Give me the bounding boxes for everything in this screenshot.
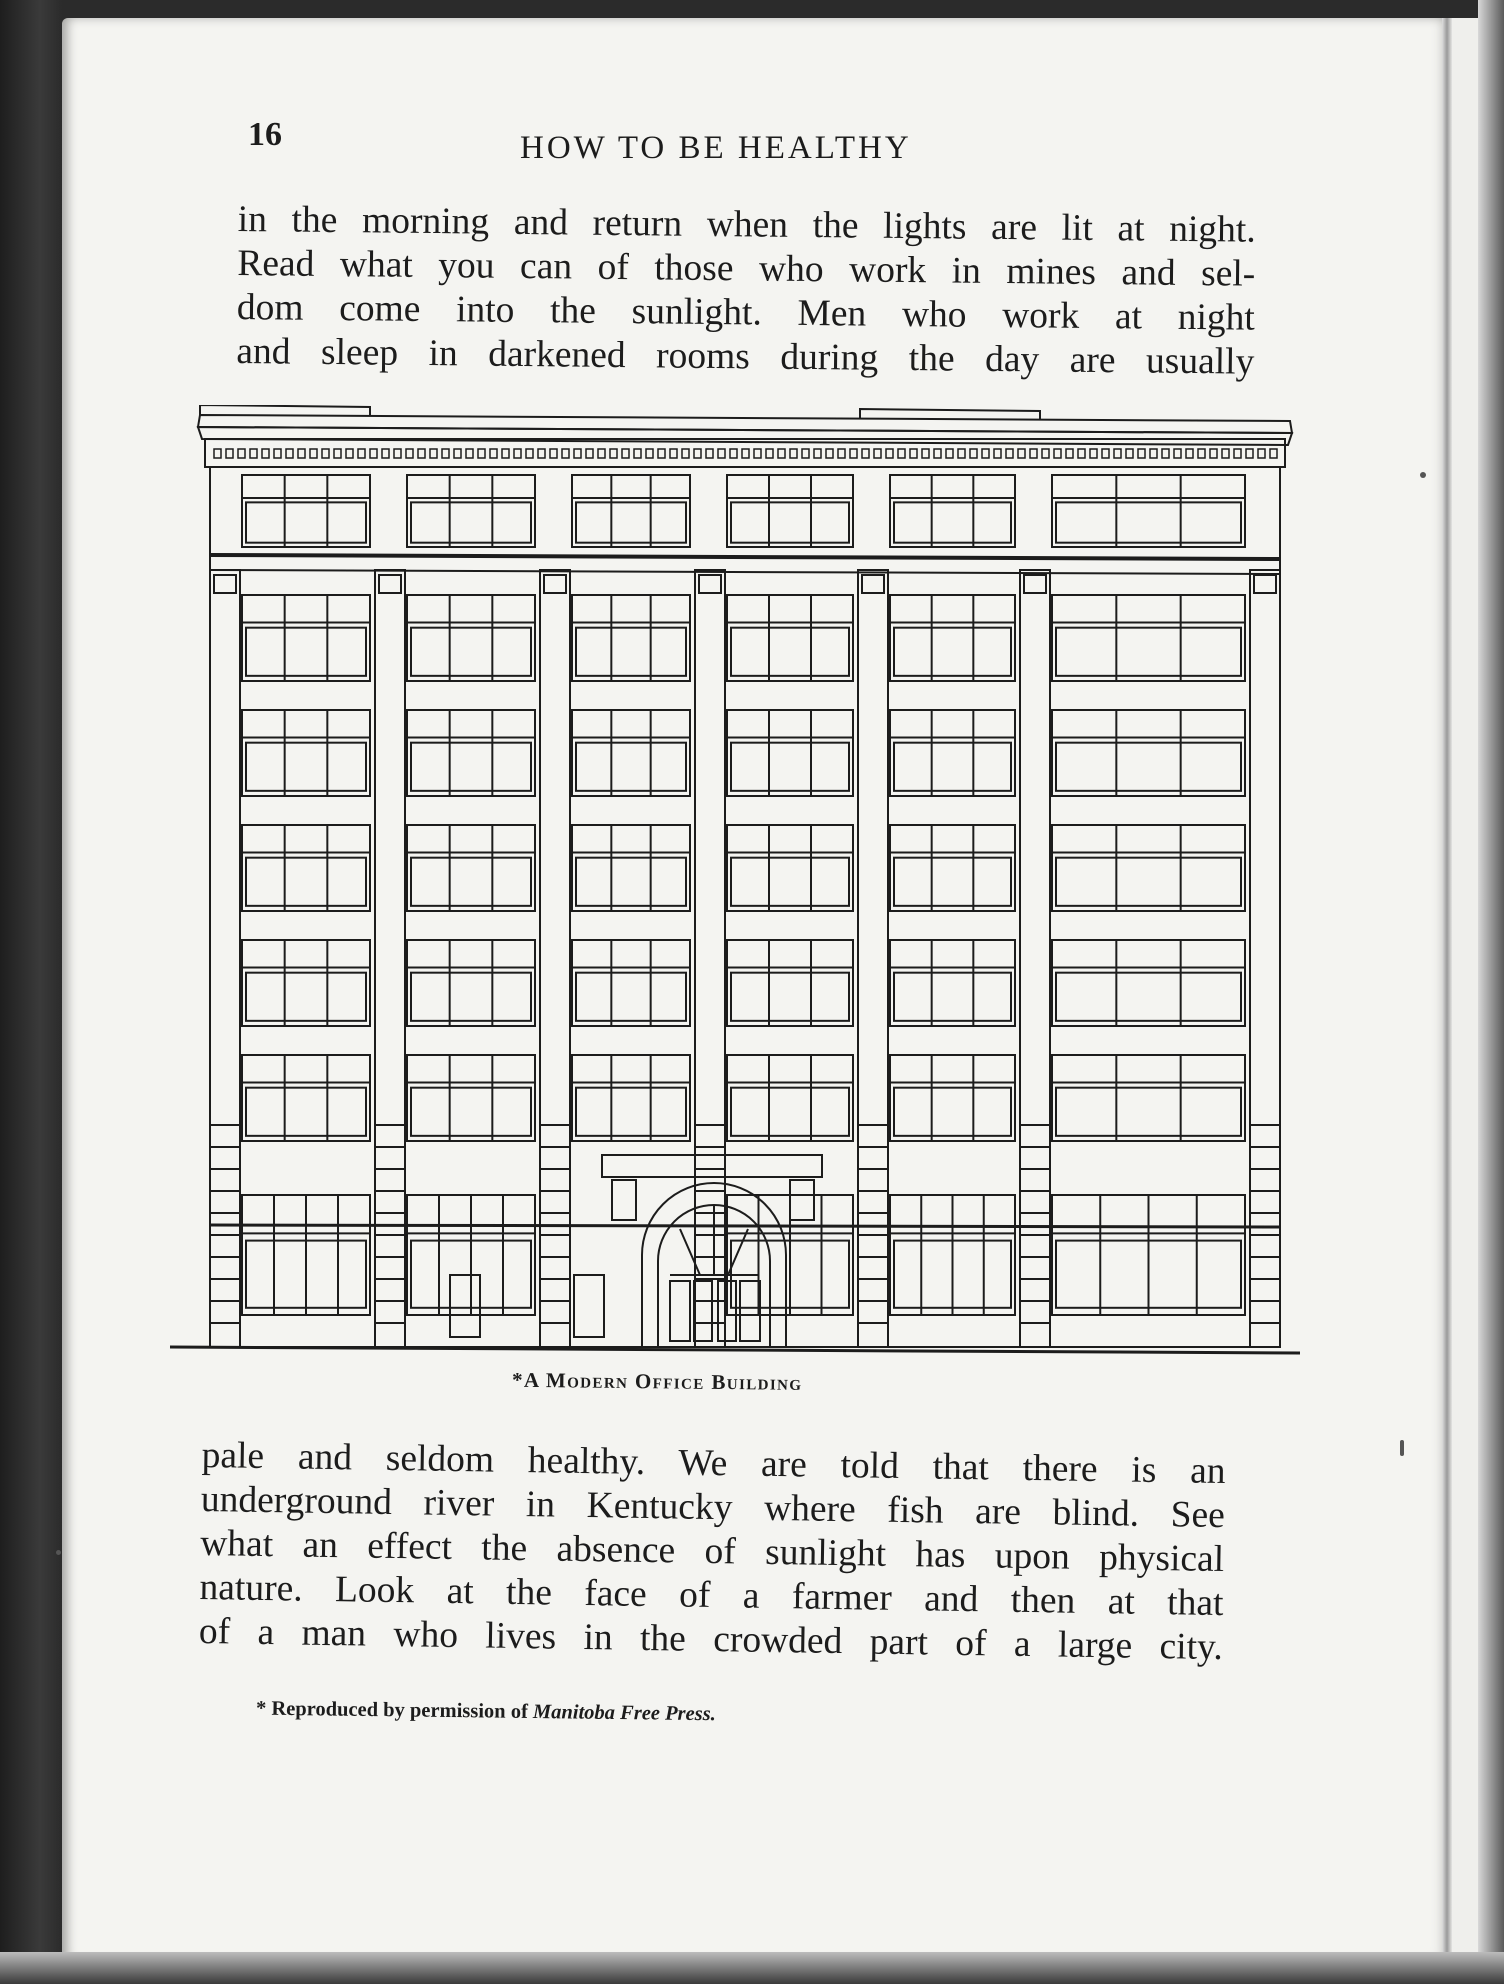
text-line: Read what you can of those who work in mines and sel- bbox=[237, 242, 1256, 295]
figure-caption: *A Modern Office Building bbox=[511, 1367, 803, 1395]
office-building-illustration bbox=[170, 405, 1300, 1370]
footnote-prefix: * Reproduced by permission of bbox=[255, 1697, 534, 1723]
footnote-source: Manitoba Free Press. bbox=[532, 1700, 716, 1726]
text-line: and sleep in darkened rooms during the day are usually bbox=[236, 330, 1255, 383]
text-line: of a man who lives in the crowded part of a large city. bbox=[198, 1610, 1224, 1669]
paper-speck bbox=[1400, 1440, 1404, 1456]
running-head-title: HOW TO BE HEALTHY bbox=[520, 130, 912, 166]
page-gutter bbox=[1442, 18, 1452, 1970]
text-line: nature. Look at the face of a farmer and then at that bbox=[199, 1566, 1224, 1625]
text-line: what an effect the absence of sunlight has upon physical bbox=[199, 1522, 1225, 1581]
paper-speck bbox=[1420, 472, 1426, 478]
text-line: in the morning and return when the lights are lit at night. bbox=[237, 198, 1256, 251]
running-head bbox=[248, 116, 988, 176]
right-scan-edge bbox=[1478, 0, 1504, 1984]
paper-speck bbox=[56, 1550, 61, 1555]
paragraph-bottom bbox=[199, 1434, 1226, 1670]
text-line: dom come into the sunlight. Men who work at night bbox=[236, 286, 1256, 339]
text-line: pale and seldom healthy. We are told that there is an bbox=[201, 1434, 1226, 1493]
text-line: underground river in Kentucky where fish are blind. See bbox=[200, 1478, 1226, 1537]
building-drawing bbox=[170, 405, 1300, 1370]
page-number: 16 bbox=[248, 116, 282, 153]
bottom-scan-edge bbox=[0, 1952, 1504, 1984]
paragraph-top bbox=[236, 198, 1256, 385]
